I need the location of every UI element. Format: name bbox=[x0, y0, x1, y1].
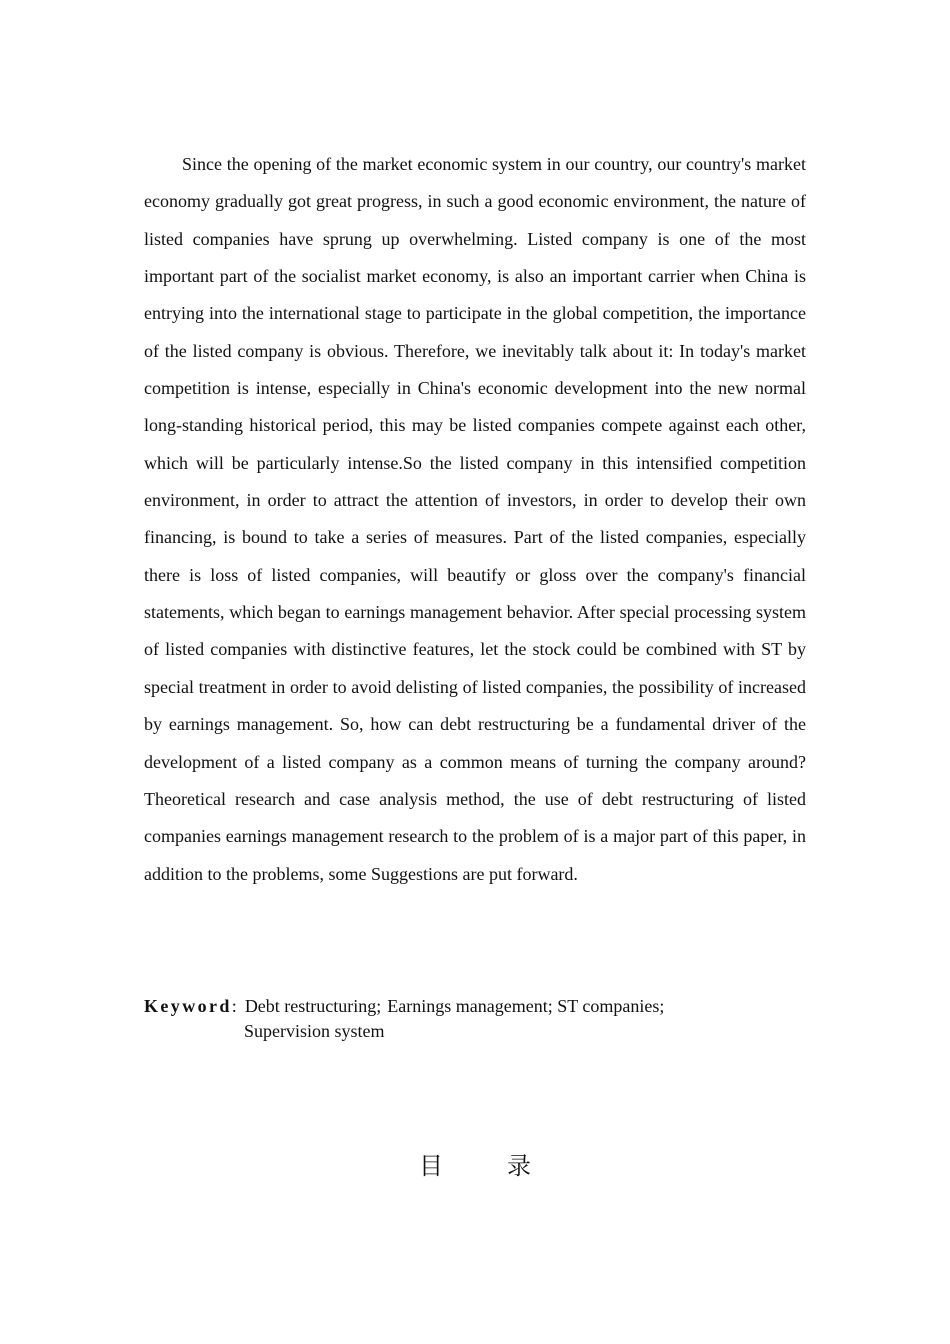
abstract-paragraph: Since the opening of the market economic system in our country, our country's market economy gradually got great progress, in such a good economic environment, the nature of listed companies have sprung up overwhelming. Listed company is one of the most important part of the socialist market economy, is also an important carrier when China is entrying into the international stage to participate in the global competition, the importance of the listed company is obvious. Therefore, we inevitably talk about it: In today's market competition is intense, especially in China's economic development into the new normal long-standing historical period, this may be listed companies compete against each other, which will be particularly intense.So the listed company in this intensified competition environment, in order to attract the attention of investors, in order to develop their own financing, is bound to take a series of measures. Part of the listed companies, especially there is loss of listed companies, will beautify or gloss over the company's financial statements, which began to earnings management behavior. After special processing system of listed companies with distinctive features, let the stock could be combined with ST by special treatment in order to avoid delisting of listed companies, the possibility of increased by earnings management. So, how can debt restructuring be a fundamental driver of the development of a listed company as a common means of turning the company around? Theoretical research and case analysis method, the use of debt restructuring of listed companies earnings management research to the problem of is a major part of this paper, in addition to the problems, some Suggestions are put forward. bbox=[144, 154, 806, 884]
keyword-debt-restructuring: Debt restructuring bbox=[244, 996, 377, 1016]
toc-heading-char-1: 目 bbox=[419, 1152, 443, 1180]
keyword-label: Keyword bbox=[144, 996, 232, 1016]
keyword-supervision-system: Supervision system bbox=[244, 1021, 385, 1041]
keyword-colon: : bbox=[231, 996, 237, 1016]
keyword-line-1 bbox=[144, 994, 806, 1019]
keyword-separator: ; bbox=[376, 996, 382, 1016]
keyword-section bbox=[144, 994, 806, 1044]
keyword-earnings-st: Earnings management; ST companies; bbox=[387, 996, 665, 1016]
table-of-contents-heading bbox=[0, 1150, 950, 1182]
toc-heading-char-2: 录 bbox=[507, 1152, 531, 1180]
